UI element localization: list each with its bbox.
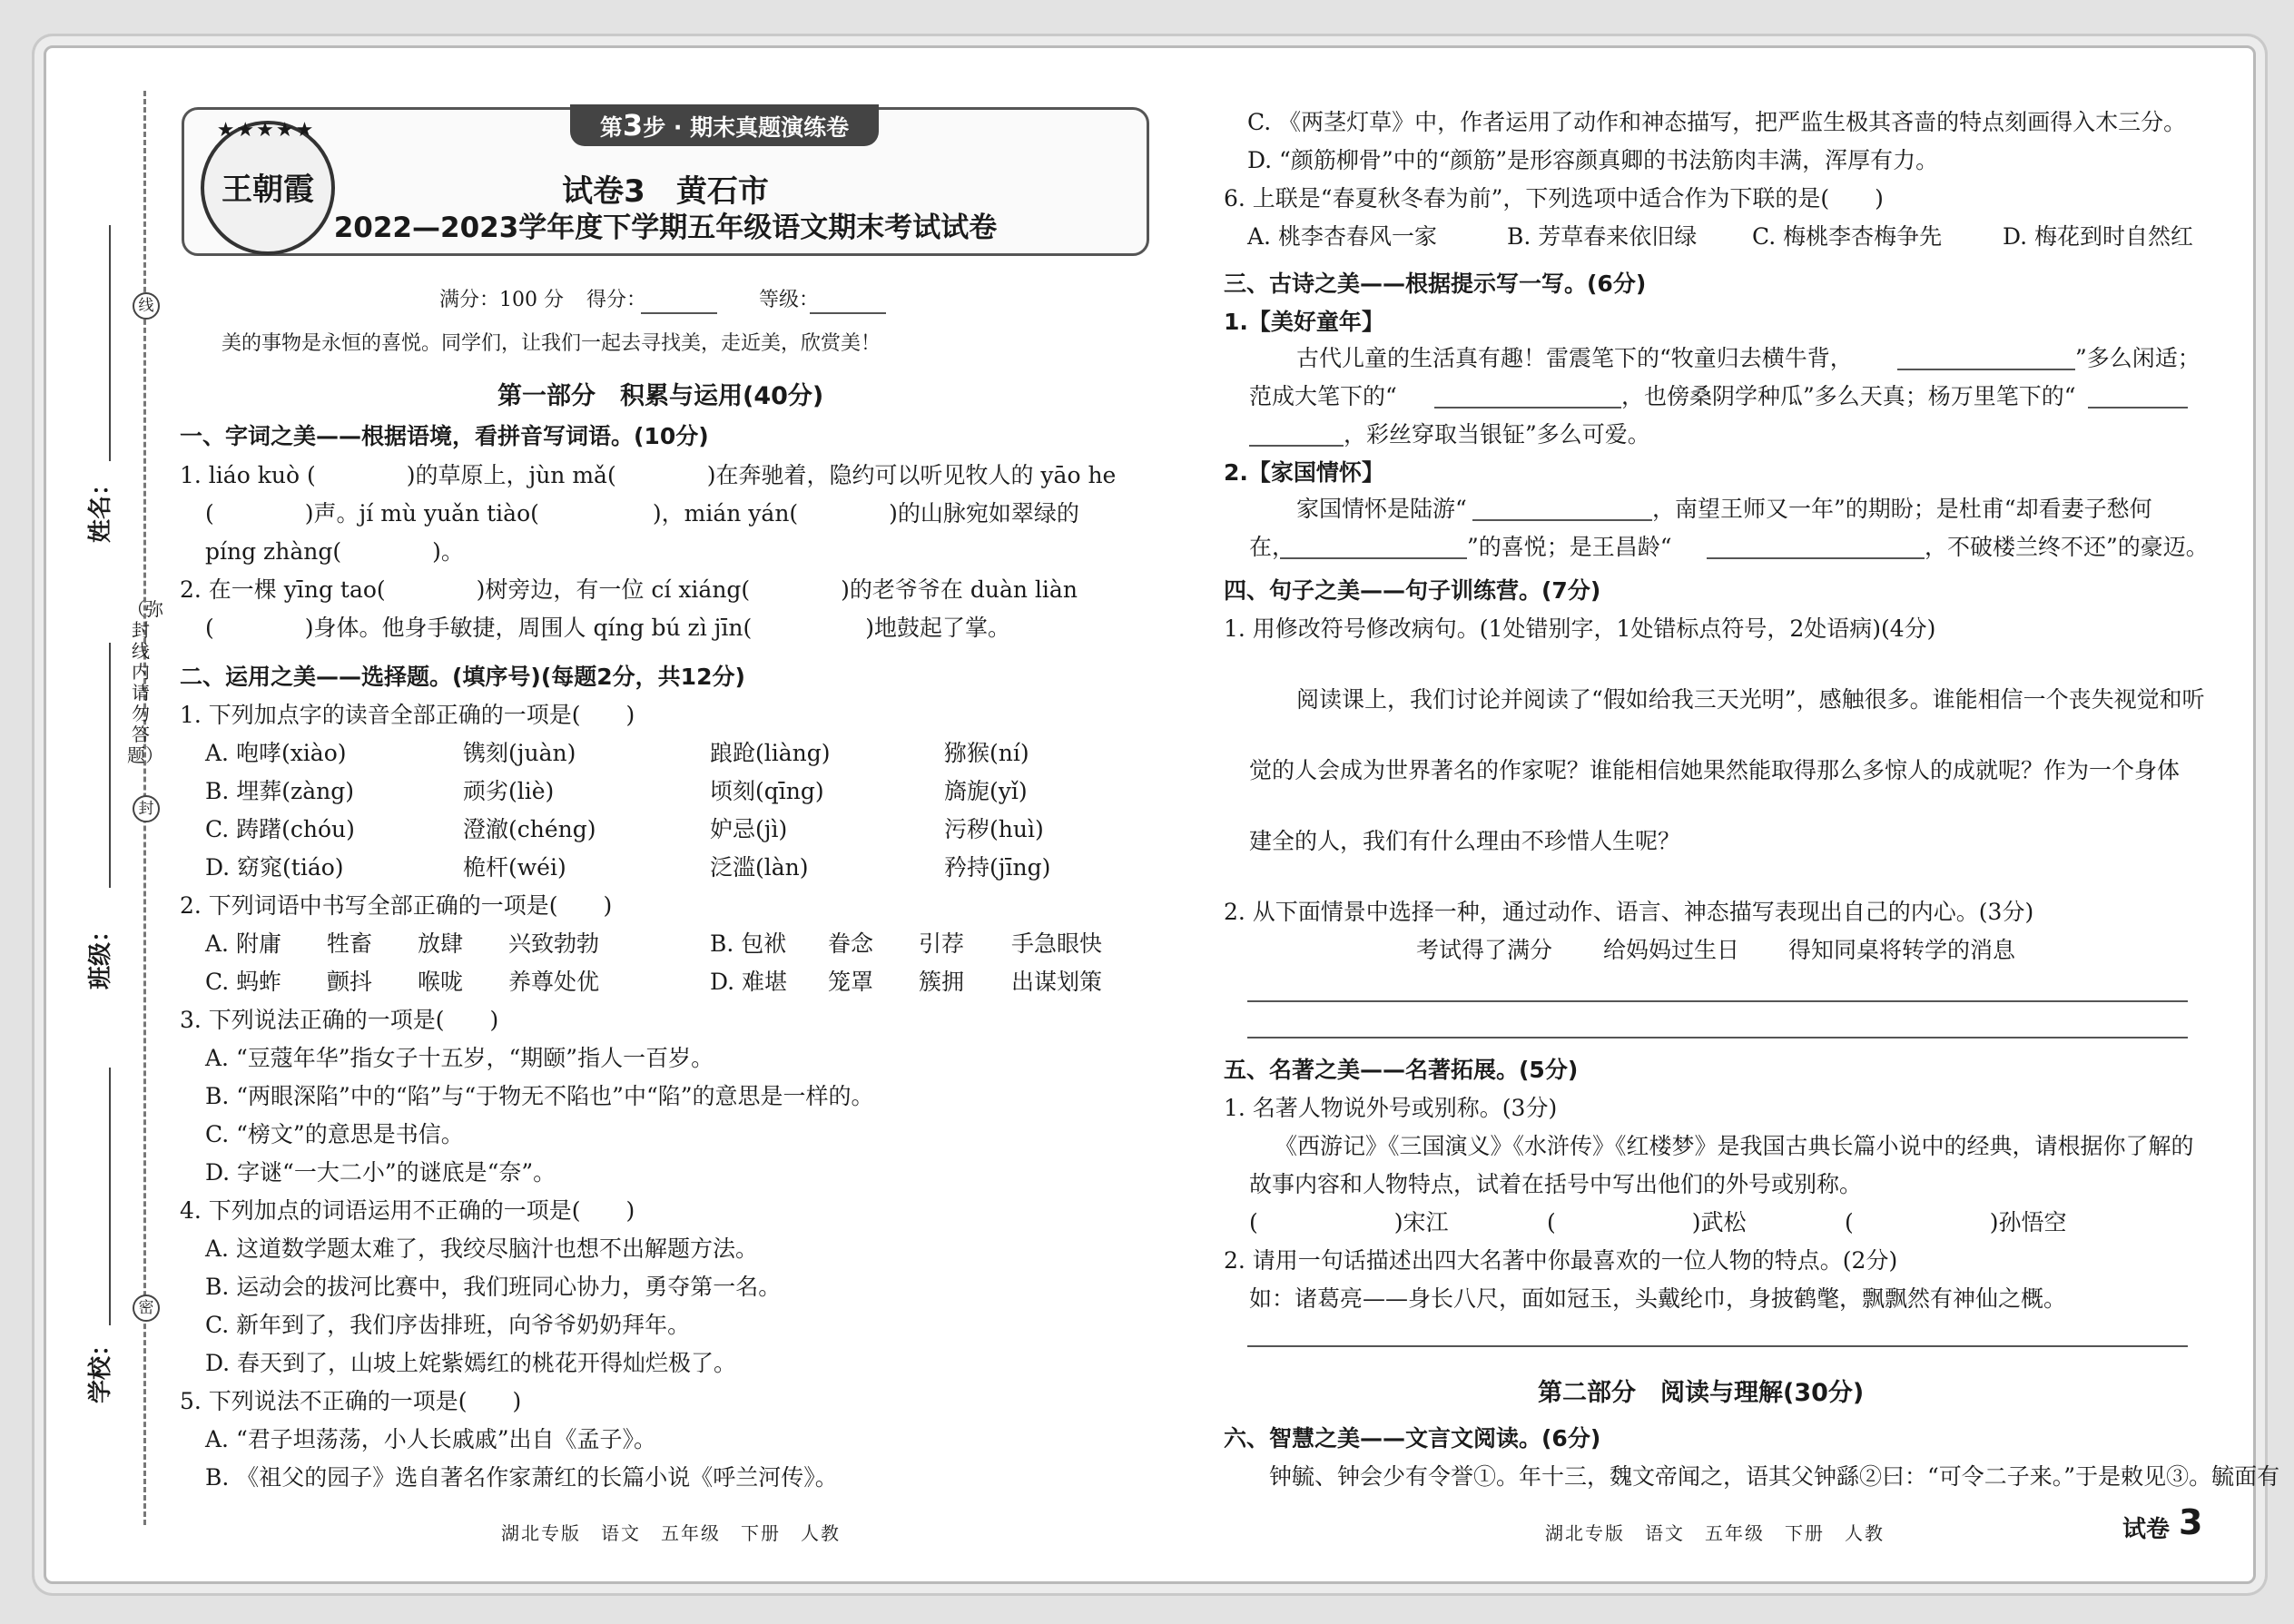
q1-b-4: 旖旎(yǐ) (944, 778, 1028, 804)
s1-line4: 2. 在一棵 yīng tao( )树旁边，有一位 cí xiáng( )的老爷爷在 duàn liàn (180, 576, 1078, 603)
q2-b[interactable]: B. 包袱 (710, 930, 787, 957)
s2-q6: 6. 上联是“春夏秋冬春为前”，下列选项中适合作为下联的是( ) (1224, 185, 1884, 212)
blank-4[interactable] (1472, 519, 1652, 521)
s3-h1: 1.【美好童年】 (1224, 309, 1384, 335)
s4-opt-3: 得知同桌将转学的消息 (1788, 937, 2016, 963)
s3-p1a: 古代儿童的生活真有趣！雷震笔下的“牧童归去横牛背， (1296, 345, 1853, 371)
blank-6[interactable] (1707, 557, 1925, 559)
s3-p1b: ”多么闲适； (2075, 345, 2200, 371)
s3-p1e: ，彩丝穿取当银钲”多么可爱。 (1344, 421, 1650, 448)
q2-a[interactable]: A. 附庸 (205, 930, 281, 957)
s5-q2: 2. 请用一句话描述出四大名著中你最喜欢的一位人物的特点。(2分) (1224, 1247, 1898, 1274)
s2-q2: 2. 下列词语中书写全部正确的一项是( ) (180, 892, 613, 919)
footer-left: 湖北专版 语文 五年级 下册 人教 (501, 1522, 841, 1544)
answer-line-1[interactable] (1247, 1000, 2188, 1002)
q1-d-4: 矜持(jīng) (944, 854, 1051, 881)
s2-title: 二、运用之美——选择题。(填序号)(每题2分，共12分) (180, 664, 745, 690)
s5-blank-3[interactable]: ( )孙悟空 (1845, 1209, 2067, 1235)
q1-d-2: 桅杆(wéi) (463, 854, 566, 881)
q5-c[interactable]: C. 《两茎灯草》中，作者运用了动作和神态描写，把严监生极其吝啬的特点刻画得入木三分。 (1247, 109, 2187, 135)
s3-title: 三、古诗之美——根据提示写一写。(6分) (1224, 271, 1647, 297)
q2-a-2: 牲畜 (327, 930, 373, 957)
name-label: 姓名： (87, 471, 114, 543)
s5-p2: 故事内容和人物特点，试着在括号中写出他们的外号或别称。 (1249, 1171, 1863, 1197)
footer-right: 湖北专版 语文 五年级 下册 人教 (1545, 1522, 1885, 1544)
s5-q1: 1. 名著人物说外号或别称。(3分) (1224, 1095, 1558, 1121)
exam-header (182, 107, 1149, 256)
s3-p2a: 家国情怀是陆游“ (1296, 496, 1467, 522)
grade-blank[interactable] (810, 312, 886, 314)
q1-a-2: 镌刻(juàn) (463, 740, 576, 766)
part2-title: 第二部分 阅读与理解(30分) (1538, 1379, 1865, 1407)
q2-d[interactable]: D. 难堪 (710, 969, 788, 995)
q3-c[interactable]: C. “榜文”的意思是书信。 (205, 1121, 464, 1147)
q1-c-2: 澄澈(chéng) (463, 816, 596, 842)
q1-a-4: 猕猴(ní) (944, 740, 1029, 766)
paper-label: 试卷 (2122, 1516, 2171, 1543)
binding-mark-mi: 密 (133, 1294, 160, 1322)
q1-b-3: 顷刻(qīng) (710, 778, 824, 804)
s6-p1: 钟毓、钟会少有令誉①。年十三，魏文帝闻之，语其父钟繇②曰：“可令二子来。”于是敕见③。毓面有 (1269, 1463, 2280, 1490)
q2-c-4: 养尊处优 (508, 969, 600, 995)
s1-line5: ( )身体。他身手敏捷，周围人 qíng bú zì jīn( )地鼓起了掌。 (205, 615, 1011, 641)
q6-d[interactable]: D. 梅花到时自然红 (2003, 223, 2194, 250)
logo-stars: ★★★★★ (216, 119, 316, 142)
s3-p2c: 在， (1249, 534, 1295, 560)
s4-q2: 2. 从下面情景中选择一种，通过动作、语言、神态描写表现出自己的内心。(3分) (1224, 899, 2034, 925)
q6-c[interactable]: C. 梅桃李杏梅争先 (1752, 223, 1943, 250)
s1-title: 一、字词之美——根据语境，看拼音写词语。(10分) (180, 423, 709, 449)
name-line[interactable] (109, 225, 111, 461)
intro-text: 美的事物是永恒的喜悦。同学们，让我们一起去寻找美，走近美，欣赏美！ (222, 332, 881, 355)
q5-b[interactable]: B. 《祖父的园子》选自著名作家萧红的长篇小说《呼兰河传》。 (205, 1464, 838, 1491)
binding-note: （弥封线内请勿答题） (127, 598, 163, 766)
s3-p1c: 范成大笔下的“ (1249, 383, 1397, 409)
page-number: 3 (2179, 1502, 2203, 1542)
q2-a-3: 放肆 (418, 930, 464, 957)
q2-c-3: 喉咙 (418, 969, 464, 995)
school-label: 学校： (87, 1332, 114, 1403)
class-line[interactable] (109, 643, 111, 888)
score-blank[interactable] (641, 312, 717, 314)
q3-b[interactable]: B. “两眼深陷”中的“陷”与“于物无不陷也”中“陷”的意思是一样的。 (205, 1083, 874, 1109)
logo-text: 王朝霞 (222, 172, 314, 208)
step-tab: 第3步 · 期末真题演练卷 (570, 104, 879, 146)
s3-h2: 2.【家国情怀】 (1224, 459, 1384, 486)
q1-c-1[interactable]: C. 踌躇(chóu) (205, 816, 355, 842)
s5-example: 如：诸葛亮——身长八尺，面如冠玉，头戴纶巾，身披鹤氅，飘飘然有神仙之概。 (1249, 1285, 2067, 1312)
blank-5[interactable] (1280, 557, 1467, 559)
exam-title: 试卷3 黄石市 (562, 173, 769, 210)
s6-title: 六、智慧之美——文言文阅读。(6分) (1224, 1425, 1601, 1452)
s4-p2: 觉的人会成为世界著名的作家呢？谁能相信她果然能取得那么多惊人的成就呢？作为一个身体 (1249, 757, 2181, 783)
s3-p2d: ”的喜悦；是王昌龄“ (1467, 534, 1672, 560)
exam-subtitle: 2022—2023学年度下学期五年级语文期末考试试卷 (333, 212, 998, 244)
s4-opt-1: 考试得了满分 (1416, 937, 1553, 963)
q6-b[interactable]: B. 芳草春来依旧绿 (1507, 223, 1698, 250)
q3-a[interactable]: A. “豆蔻年华”指女子十五岁，“期颐”指人一百岁。 (205, 1045, 714, 1071)
q2-d-2: 笼罩 (828, 969, 874, 995)
part1-title: 第一部分 积累与运用(40分) (497, 382, 824, 410)
s4-title: 四、句子之美——句子训练营。(7分) (1224, 577, 1601, 604)
answer-line-3[interactable] (1247, 1345, 2188, 1347)
q5-d[interactable]: D. “颜筋柳骨”中的“颜筋”是形容颜真卿的书法筋肉丰满，浑厚有力。 (1247, 147, 1939, 173)
q6-a[interactable]: A. 桃李杏春风一家 (1247, 223, 1437, 250)
blank-3[interactable] (2088, 407, 2188, 408)
q1-d-1[interactable]: D. 窈窕(tiáo) (205, 854, 344, 881)
q2-c-2: 颤抖 (327, 969, 373, 995)
s5-title: 五、名著之美——名著拓展。(5分) (1224, 1057, 1579, 1083)
blank-2[interactable] (1434, 407, 1621, 408)
binding-mark-feng: 封 (133, 795, 160, 822)
q3-d[interactable]: D. 字谜“一大二小”的谜底是“奈”。 (205, 1159, 556, 1186)
s1-line1: 1. liáo kuò ( )的草原上，jùn mǎ( )在奔驰着，隐约可以听见牧人的 yāo he (180, 462, 1117, 488)
q1-b-1[interactable]: B. 埋葬(zàng) (205, 778, 354, 804)
s4-p3: 建全的人，我们有什么理由不珍惜人生呢？ (1249, 828, 1681, 854)
s4-p1: 阅读课上，我们讨论并阅读了“假如给我三天光明”，感触很多。谁能相信一个丧失视觉和听 (1296, 686, 2205, 713)
q4-b[interactable]: B. 运动会的拔河比赛中，我们班同心协力，勇夺第一名。 (205, 1274, 782, 1300)
q5-a[interactable]: A. “君子坦荡荡，小人长戚戚”出自《孟子》。 (205, 1426, 657, 1452)
q2-c[interactable]: C. 蚂蚱 (205, 969, 282, 995)
q4-d[interactable]: D. 春天到了，山坡上姹紫嫣红的桃花开得灿烂极了。 (205, 1350, 737, 1376)
s3-p2e: ，不破楼兰终不还”的豪迈。 (1925, 534, 2209, 560)
school-line[interactable] (109, 1068, 111, 1325)
q2-a-4: 兴致勃勃 (508, 930, 600, 957)
s5-blank-2[interactable]: ( )武松 (1547, 1209, 1747, 1235)
blank-3b[interactable] (1249, 445, 1344, 447)
s2-q1: 1. 下列加点字的读音全部正确的一项是( ) (180, 702, 635, 728)
q2-b-4: 手急眼快 (1011, 930, 1103, 957)
s3-p1d: ，也傍桑阴学种瓜”多么天真；杨万里笔下的“ (1621, 383, 2076, 409)
q2-d-4: 出谋划策 (1011, 969, 1103, 995)
binding-mark-xian: 线 (133, 292, 160, 320)
s5-blank-1[interactable]: ( )宋江 (1249, 1209, 1449, 1235)
class-label: 班级： (87, 918, 114, 989)
q1-b-2: 顽劣(liè) (463, 778, 555, 804)
score-label: 得分： (586, 289, 647, 311)
q4-a[interactable]: A. 这道数学题太难了，我绞尽脑汁也想不出解题方法。 (205, 1235, 758, 1262)
s1-line2: ( )声。jí mù yuǎn tiào( )，mián yán( )的山脉宛如翠绿的 (205, 500, 1079, 527)
blank-1[interactable] (1897, 369, 2075, 370)
full-score: 满分：100 分 (439, 289, 564, 311)
answer-line-2[interactable] (1247, 1037, 2188, 1038)
q1-c-3: 妒忌(jì) (710, 816, 788, 842)
q2-d-3: 簇拥 (919, 969, 965, 995)
s2-q5: 5. 下列说法不正确的一项是( ) (180, 1388, 522, 1414)
s3-p2b: ，南望王师又一年”的期盼；是杜甫“却看妻子愁何 (1652, 496, 2152, 522)
grade-label: 等级： (759, 289, 820, 311)
q1-a-1[interactable]: A. 咆哮(xiào) (205, 740, 347, 766)
q2-b-2: 眷念 (828, 930, 874, 957)
s4-opt-2: 给妈妈过生日 (1603, 937, 1740, 963)
q1-a-3: 踉跄(liàng) (710, 740, 831, 766)
s2-q4: 4. 下列加点的词语运用不正确的一项是( ) (180, 1197, 635, 1224)
q4-c[interactable]: C. 新年到了，我们序齿排班，向爷爷奶奶拜年。 (205, 1312, 691, 1338)
q1-d-3: 泛滥(làn) (710, 854, 809, 881)
q2-b-3: 引荐 (919, 930, 965, 957)
q1-c-4: 污秽(huì) (944, 816, 1044, 842)
s1-line3: píng zhàng( )。 (205, 538, 464, 565)
s5-p1: 《西游记》《三国演义》《水浒传》《红楼梦》是我国古典长篇小说中的经典，请根据你了解的 (1275, 1133, 2194, 1159)
s2-q3: 3. 下列说法正确的一项是( ) (180, 1007, 499, 1033)
s4-q1: 1. 用修改符号修改病句。(1处错别字，1处错标点符号，2处语病)(4分) (1224, 615, 1936, 642)
